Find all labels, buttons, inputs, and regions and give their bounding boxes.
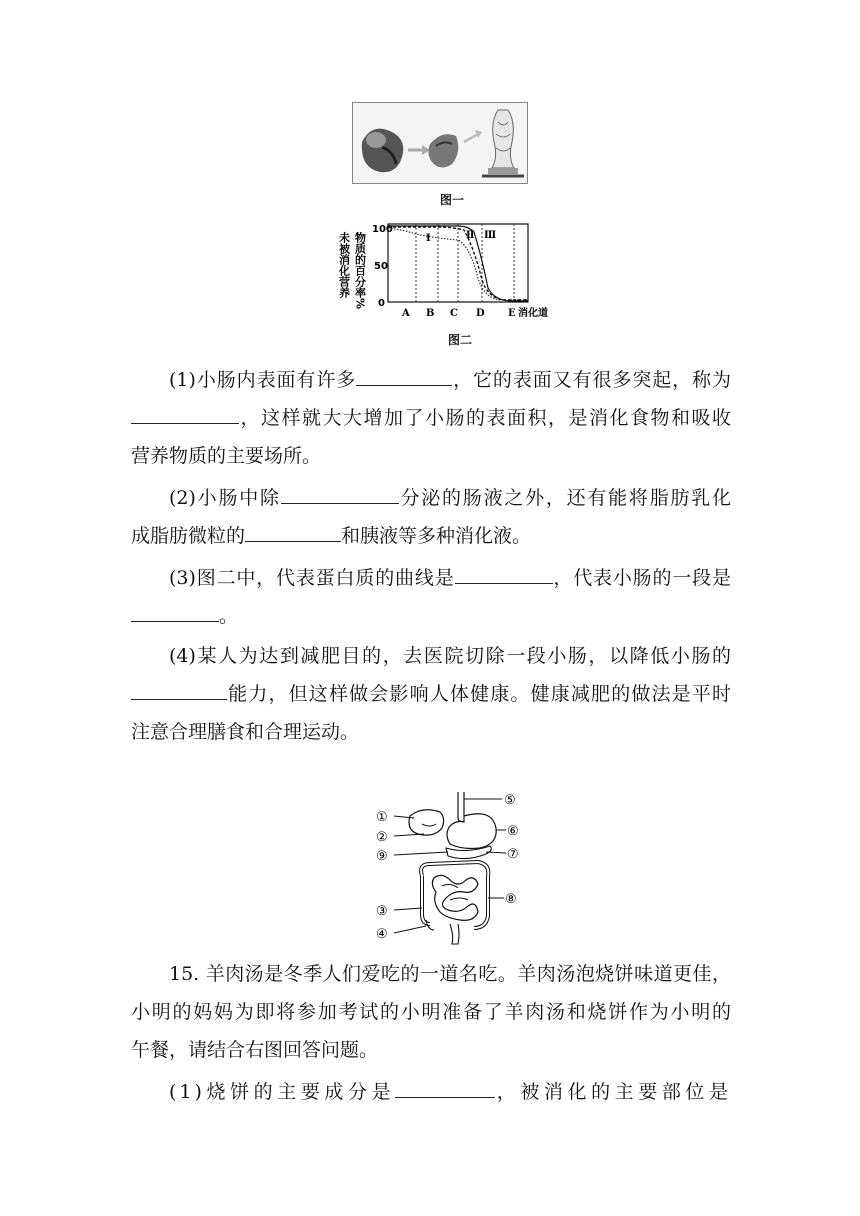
answer-blank-q3b[interactable] [131, 599, 219, 622]
chart-xtick-b: B [426, 308, 435, 319]
answer-blank-q3a[interactable] [455, 561, 553, 584]
marker-4: ④ [376, 927, 388, 942]
figure-2-caption: 图二 [448, 333, 473, 347]
q15-line-2: 小明的妈妈为即将参加考试的小明准备了羊肉汤和烧饼作为小明的 [131, 1001, 731, 1023]
marker-8: ⑧ [505, 892, 517, 907]
answer-blank-q2b[interactable] [245, 519, 341, 542]
answer-blank-q1a[interactable] [356, 363, 452, 386]
q2-line-2: 成脂肪微粒的 和胰液等多种消化液。 [131, 518, 731, 554]
q3-line-2: 。 [131, 598, 731, 634]
q4-line-3: 注意合理膳食和合理运动。 [131, 721, 360, 743]
q4-line-2: 能力，但这样做会影响人体健康。健康减肥的做法是平时 [131, 676, 731, 712]
q4-line-1: (4)某人为达到减肥目的，去医院切除一段小肠，以降低小肠的 [169, 645, 731, 667]
answer-blank-q2a[interactable] [281, 481, 399, 504]
marker-7: ⑦ [507, 847, 519, 862]
chart-ylabel-right: 物质的百分率% [353, 232, 367, 310]
figure-3-digestive-system [370, 788, 530, 948]
marker-6: ⑥ [507, 824, 519, 839]
q15-sub1-line: (1)烧饼的主要成分是 ，被消化的主要部位是 [131, 1074, 731, 1110]
marker-9: ⑨ [376, 849, 388, 864]
marker-3: ③ [376, 904, 388, 919]
q3-line-1: (3)图二中，代表蛋白质的曲线是 ，代表小肠的一段是 [131, 560, 731, 596]
chart-xtick-c: C [450, 308, 458, 319]
figure-2-digestion-chart [334, 218, 570, 324]
answer-blank-q1b[interactable] [131, 401, 239, 424]
answer-blank-q15a[interactable] [395, 1075, 495, 1098]
chart-xtick-e: E [508, 308, 516, 319]
q15-line-3: 午餐，请结合右图回答问题。 [131, 1039, 379, 1061]
q1-line-2: ，这样就大大增加了小肠的表面积，是消化食物和吸收 [131, 400, 731, 436]
curve-label-3: Ⅲ [484, 230, 497, 241]
marker-1: ① [376, 810, 388, 825]
q15-line-1: 15. 羊肉汤是冬季人们爱吃的一道名吃。羊肉汤泡烧饼味道更佳， [169, 963, 731, 985]
marker-2: ② [376, 830, 388, 845]
figure-1-villi-illustration [352, 102, 528, 184]
chart-ytick-50: 50 [374, 261, 388, 272]
chart-ytick-100: 100 [372, 224, 393, 235]
curve-label-1: Ⅰ [426, 233, 431, 244]
q1-line-3: 营养物质的主要场所。 [131, 445, 322, 467]
chart-xtick-a: A [402, 308, 410, 319]
chart-xtick-d: D [476, 308, 485, 319]
q1-line-1: (1)小肠内表面有许多 ，它的表面又有很多突起，称为 [131, 362, 731, 398]
chart-xlabel: 消化道 [518, 308, 548, 319]
marker-5: ⑤ [504, 793, 516, 808]
chart-ylabel-left: 未被消化营养 [337, 232, 351, 298]
curve-label-2: Ⅱ [466, 230, 475, 241]
q2-line-1: (2)小肠中除 分泌的肠液之外，还有能将脂肪乳化 [131, 480, 731, 516]
chart-ytick-0: 0 [378, 298, 385, 309]
answer-blank-q4[interactable] [131, 677, 227, 700]
figure-1-caption: 图一 [440, 193, 465, 207]
